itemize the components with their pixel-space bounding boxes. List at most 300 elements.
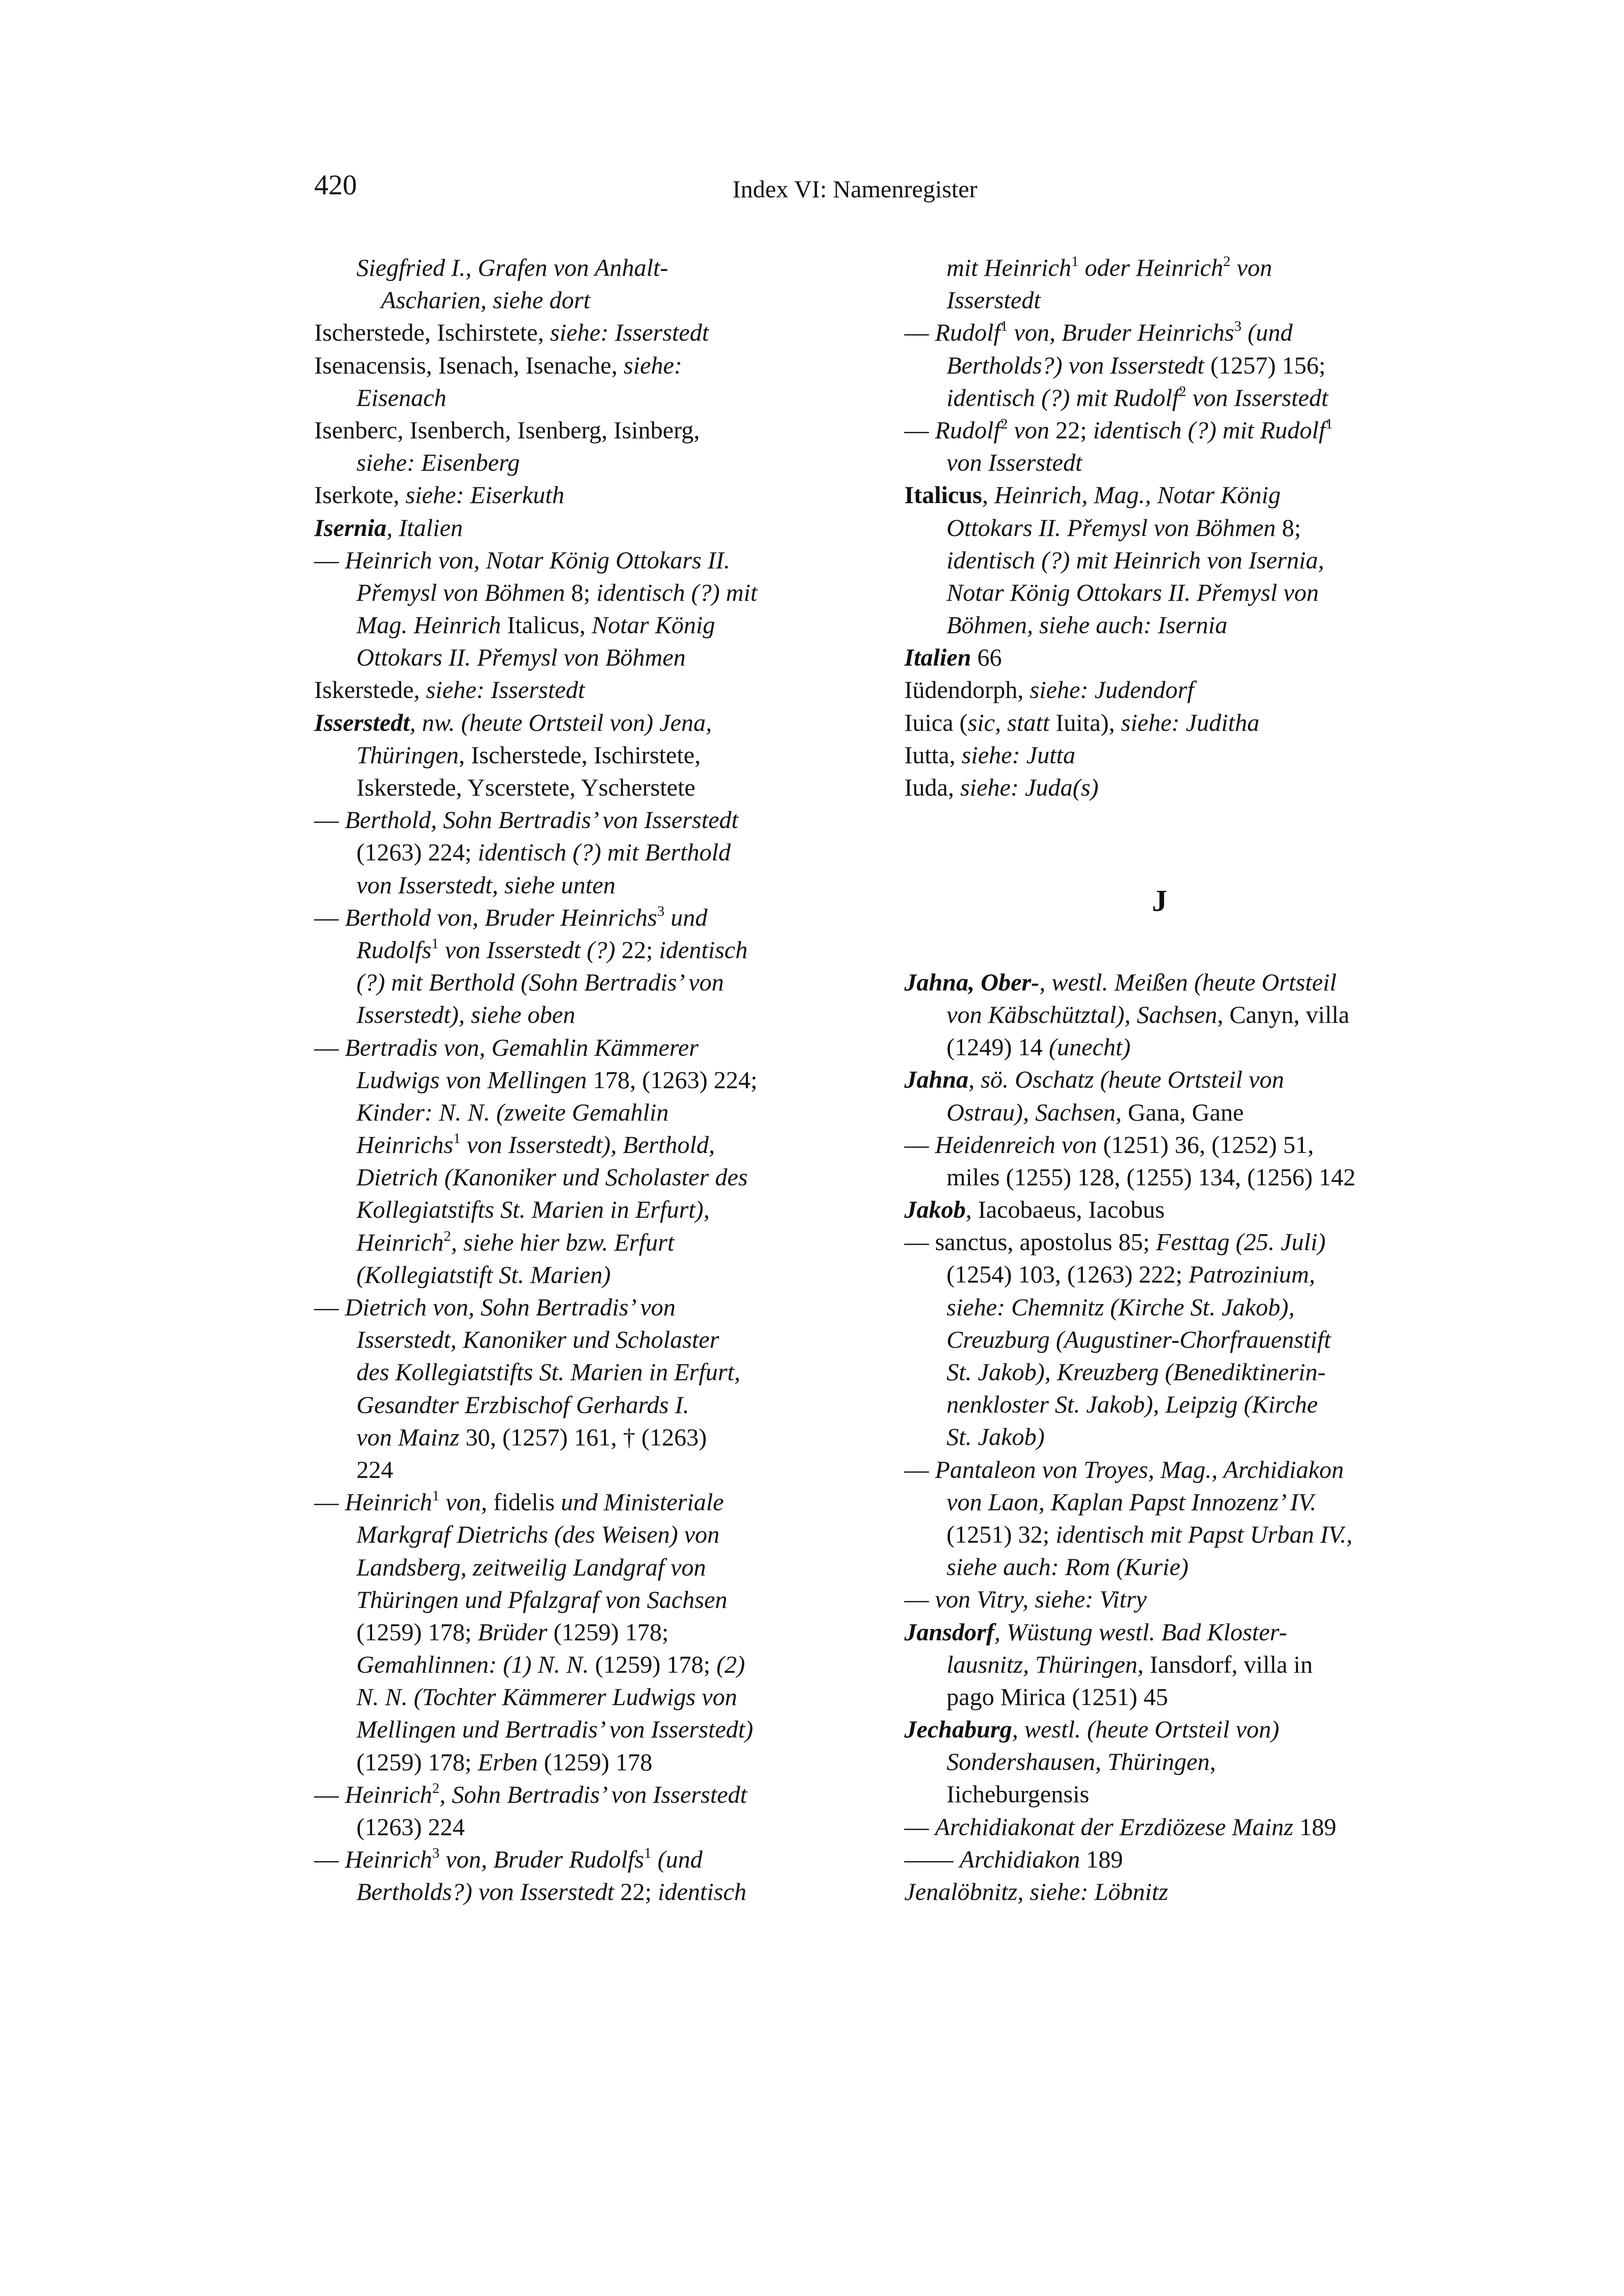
text-segment: , siehe hier bzw. Erfurt <box>451 1228 675 1256</box>
text-segment: 22; <box>621 935 659 963</box>
text-segment: Iskerstede, Yscerstete, Yscherstete <box>356 774 696 801</box>
text-segment: (1254) 103, (1263) 222; <box>947 1260 1189 1288</box>
text-segment: siehe: Chemnitz (Kirche St. Jakob), <box>947 1293 1295 1321</box>
index-line <box>314 1096 835 1128</box>
text-segment: 189 <box>1086 1845 1123 1873</box>
text-segment: St. Jakob) <box>947 1423 1045 1451</box>
index-line <box>314 901 835 934</box>
index-line <box>314 381 835 414</box>
text-segment: siehe auch: Rom (Kurie) <box>947 1553 1189 1581</box>
index-line <box>904 1778 1415 1810</box>
text-segment: Markgraf Dietrichs (des Weisen) von <box>356 1521 720 1548</box>
index-line <box>314 414 835 446</box>
text-segment: Kinder: N. N. (zweite Gemahlin <box>356 1098 669 1126</box>
text-segment: , Iansdorf, villa in <box>1137 1650 1313 1678</box>
text-segment: 2 <box>1000 415 1008 432</box>
text-segment: Gemahlinnen: (1) N. N. <box>356 1651 595 1679</box>
text-segment: (1259) 178 <box>543 1748 652 1776</box>
text-segment: nenkloster St. Jakob), Leipzig (Kirche <box>947 1390 1318 1418</box>
index-line <box>904 1128 1415 1161</box>
text-segment: siehe: Eiserkuth <box>406 481 565 509</box>
index-line <box>314 1258 835 1291</box>
text-segment: Notar König Ottokars II. Přemysl von <box>947 578 1319 606</box>
index-line <box>314 511 835 544</box>
index-line <box>314 251 835 284</box>
text-segment: Siegfried I., Grafen von Anhalt- <box>356 254 669 281</box>
text-segment: — <box>314 1488 345 1516</box>
text-segment: des Kollegiatstifts St. Marien in Erfurt, <box>356 1358 740 1386</box>
index-line <box>314 998 835 1031</box>
text-segment: von Isserstedt (?) <box>438 935 622 963</box>
index-line <box>904 251 1415 284</box>
text-segment: (1263) 224; <box>356 838 478 866</box>
text-segment: Jechaburg <box>904 1715 1012 1743</box>
text-segment: Brüder <box>478 1618 554 1646</box>
text-segment: pago Mirica (1251) 45 <box>947 1682 1168 1710</box>
text-segment: siehe: Juda(s) <box>960 774 1099 801</box>
text-segment: (1263) 224 <box>356 1813 465 1841</box>
text-segment: siehe: Eisenberg <box>356 449 520 477</box>
text-segment: (1257) 156; <box>1210 351 1326 379</box>
text-segment: , sö. Oschatz (heute Ortsteil von <box>968 1066 1284 1094</box>
index-line <box>314 1713 835 1745</box>
index-column-left <box>314 251 835 1908</box>
index-line <box>314 1843 835 1875</box>
index-line <box>314 673 835 706</box>
text-segment: Archidiakon <box>959 1845 1086 1873</box>
text-segment: , westl. Meißen (heute Ortsteil <box>1039 968 1337 996</box>
text-segment: (und <box>651 1845 703 1873</box>
text-segment: Rudolf <box>935 416 1001 444</box>
text-segment: Jahna, Ober- <box>904 968 1040 996</box>
index-line <box>314 869 835 901</box>
text-segment: , Gana, Gane <box>1115 1098 1244 1126</box>
text-segment: Jansdorf <box>904 1618 995 1646</box>
text-segment: von Isserstedt, siehe unten <box>356 871 616 899</box>
text-segment: Bertholds?) von Isserstedt <box>356 1878 621 1906</box>
index-line <box>314 836 835 868</box>
index-line <box>904 739 1415 771</box>
text-segment: 3 <box>657 903 665 919</box>
index-line <box>904 381 1415 414</box>
text-segment: Heinrich von, Notar König Ottokars II. <box>345 546 731 574</box>
text-segment: Ischerstede, Ischirstete, <box>314 319 550 347</box>
text-segment: von Vitry, siehe: Vitry <box>935 1585 1147 1613</box>
index-line <box>904 544 1415 576</box>
index-line <box>314 641 835 673</box>
text-segment: Isenacensis, Isenach, Isenache, <box>314 351 624 379</box>
text-segment: 22; <box>620 1878 658 1906</box>
text-segment: , Heinrich, Mag., Notar König <box>982 481 1281 509</box>
index-line <box>904 1713 1415 1745</box>
text-segment: identisch (?) mit Rudolf <box>947 383 1179 411</box>
text-segment: Heinrich <box>345 1488 433 1516</box>
text-segment: Eisenach <box>356 383 447 411</box>
text-segment: (1259) 178; <box>356 1618 478 1646</box>
text-segment: identisch (?) mit Rudolf <box>1093 416 1326 444</box>
text-segment: Heinrich <box>356 1228 444 1256</box>
line-spacer <box>904 934 1415 966</box>
text-segment: Berthold von, Bruder Heinrichs <box>345 903 657 931</box>
index-line <box>314 446 835 479</box>
text-segment: 8; <box>1282 513 1301 541</box>
text-segment: siehe: Isserstedt <box>426 676 585 704</box>
text-segment: , nw. (heute Ortsteil von) Jena, <box>409 708 712 736</box>
text-segment: von Isserstedt), Berthold, <box>460 1131 715 1159</box>
text-segment: 66 <box>971 643 1002 671</box>
index-line <box>314 966 835 998</box>
text-segment: 2 <box>432 1780 440 1796</box>
index-line <box>314 1128 835 1161</box>
text-segment: Iskerstede, <box>314 676 426 704</box>
index-line <box>314 1811 835 1843</box>
text-segment: , Sohn Bertradis’ von Isserstedt <box>439 1780 747 1808</box>
index-line <box>314 349 835 381</box>
text-segment: — <box>904 319 935 347</box>
text-segment: Italicus <box>904 481 982 509</box>
index-line <box>904 641 1415 673</box>
text-segment: von, Bruder Heinrichs <box>1007 319 1234 347</box>
index-line <box>314 1193 835 1226</box>
text-segment: von Isserstedt <box>1186 383 1328 411</box>
index-line <box>904 1323 1415 1356</box>
text-segment: von Käbschütztal), Sachsen <box>947 1000 1218 1028</box>
text-segment: Iserkote, <box>314 481 406 509</box>
text-segment: Heinrich <box>345 1780 433 1808</box>
index-line <box>904 1583 1415 1615</box>
text-segment: 1 <box>1325 415 1333 432</box>
text-segment: , Ischerstede, Ischirstete, <box>459 741 701 769</box>
index-line <box>904 1356 1415 1388</box>
text-segment: — <box>314 903 345 931</box>
index-line <box>904 1681 1415 1713</box>
index-line <box>904 673 1415 706</box>
text-segment: Heinrichs <box>356 1131 454 1159</box>
text-segment: von, <box>439 1488 493 1516</box>
index-line <box>314 1486 835 1518</box>
text-segment: Isserstedt <box>947 286 1041 314</box>
text-segment: 224 <box>356 1455 393 1483</box>
text-segment: Jahna <box>904 1066 969 1094</box>
text-segment: Italicus <box>507 611 580 639</box>
text-segment: Iuda, <box>904 774 960 801</box>
text-segment: — <box>904 1455 935 1483</box>
text-segment: Isserstedt, Kanoniker und Scholaster <box>356 1326 719 1354</box>
text-segment: siehe: Isserstedt <box>550 319 709 347</box>
text-segment: Thüringen <box>356 741 459 769</box>
text-segment: und Ministeriale <box>561 1488 724 1516</box>
index-line <box>314 1583 835 1616</box>
index-line <box>314 771 835 803</box>
text-segment: Ottokars II. Přemysl von Böhmen <box>947 513 1282 541</box>
line-spacer <box>904 803 1415 836</box>
text-segment: , westl. (heute Ortsteil von) <box>1012 1715 1279 1743</box>
text-segment: (2) <box>716 1651 745 1679</box>
text-segment: — <box>904 1813 935 1841</box>
text-segment: von <box>1007 416 1056 444</box>
text-segment: (1249) 14 <box>947 1033 1049 1061</box>
text-segment: Sondershausen, Thüringen <box>947 1748 1210 1776</box>
text-segment: Isserstedt <box>314 708 410 736</box>
index-line <box>904 1745 1415 1778</box>
text-segment: fidelis <box>493 1488 561 1516</box>
text-segment: Thüringen und Pfalzgraf von Sachsen <box>356 1585 728 1613</box>
index-line <box>314 1875 835 1908</box>
text-segment: — <box>314 1845 345 1873</box>
text-segment: Böhmen, siehe auch: Isernia <box>947 611 1228 639</box>
text-segment: (unecht) <box>1049 1033 1131 1061</box>
text-segment: Iicheburgensis <box>947 1780 1089 1808</box>
text-segment: siehe: <box>623 351 682 379</box>
index-line <box>904 609 1415 641</box>
index-line <box>904 349 1415 381</box>
index-line <box>314 1031 835 1064</box>
line-spacer <box>904 836 1415 868</box>
text-segment: 22; <box>1056 416 1093 444</box>
text-segment: mit Heinrich <box>947 254 1072 281</box>
index-line <box>314 1453 835 1486</box>
text-segment: 1 <box>431 935 439 952</box>
text-segment: miles (1255) 128, (1255) 134, (1256) 142 <box>947 1163 1356 1191</box>
index-line <box>904 1486 1415 1518</box>
text-segment: Iuica ( <box>904 708 968 736</box>
index-line <box>904 1258 1415 1290</box>
text-segment: Přemysl von Böhmen <box>356 578 571 606</box>
text-segment: Dietrich von, Sohn Bertradis’ von <box>345 1293 676 1321</box>
text-segment: Archidiakonat der Erzdiözese Mainz <box>935 1813 1300 1841</box>
index-line <box>904 998 1415 1031</box>
text-segment: (1251) 32; <box>947 1520 1056 1548</box>
index-line <box>314 544 835 576</box>
text-segment: (1259) 178; <box>595 1651 717 1679</box>
text-segment: , Iacobaeus, Iacobus <box>966 1196 1165 1224</box>
text-segment: von Isserstedt <box>947 449 1083 477</box>
text-segment: 1 <box>1000 318 1008 335</box>
text-segment: —— <box>904 1845 960 1873</box>
text-segment: identisch mit Papst Urban IV., <box>1056 1520 1353 1548</box>
index-line <box>314 609 835 641</box>
index-line <box>314 284 835 316</box>
text-segment: 2 <box>1179 383 1187 400</box>
text-segment: 3 <box>1234 318 1242 335</box>
text-segment: — <box>904 1130 935 1158</box>
index-line <box>904 1161 1415 1193</box>
text-segment: (?) mit Berthold (Sohn Bertradis’ von <box>356 968 724 996</box>
index-line <box>314 1161 835 1193</box>
text-segment: Isernia <box>314 513 387 541</box>
index-line <box>904 1453 1415 1486</box>
index-line <box>314 1746 835 1778</box>
index-line <box>314 316 835 348</box>
text-segment: Pantaleon von Troyes, Mag., Archidiakon <box>935 1455 1344 1483</box>
text-segment: Festtag (25. Juli) <box>1156 1228 1326 1256</box>
text-segment: von Mainz <box>356 1423 466 1451</box>
index-line <box>314 1551 835 1583</box>
index-line <box>904 1096 1415 1128</box>
index-line <box>314 1648 835 1681</box>
text-segment: Jakob <box>904 1196 966 1224</box>
text-segment: Iutta, <box>904 741 962 769</box>
text-segment: St. Jakob), Kreuzberg (Benediktinerin- <box>947 1358 1326 1386</box>
index-line <box>904 966 1415 998</box>
text-segment: Ostrau), Sachsen <box>947 1098 1116 1126</box>
index-line <box>904 479 1415 511</box>
index-line <box>314 479 835 511</box>
index-line <box>904 1226 1415 1258</box>
text-segment: 2 <box>1223 253 1231 269</box>
index-column-right <box>904 251 1415 1908</box>
text-segment: — <box>314 1293 345 1321</box>
text-segment: Italien <box>904 643 972 671</box>
text-segment: Rudolf <box>935 319 1001 347</box>
index-line <box>314 1778 835 1811</box>
text-segment: N. N. (Tochter Kämmerer Ludwigs von <box>356 1683 737 1711</box>
text-segment: identisch (?) mit Heinrich von Isernia, <box>947 546 1325 574</box>
text-segment: Gesandter Erzbischof Gerhards I. <box>356 1390 689 1418</box>
index-line <box>314 1291 835 1323</box>
text-segment: Heinrich <box>345 1845 433 1873</box>
text-segment: 8; <box>571 578 596 606</box>
index-line <box>904 1648 1415 1681</box>
text-segment: Iüdendorph, <box>904 676 1030 704</box>
index-line <box>314 1388 835 1421</box>
text-segment: 1 <box>644 1845 651 1862</box>
text-segment: , Wüstung westl. Bad Kloster- <box>994 1618 1287 1646</box>
index-line <box>904 414 1415 446</box>
text-segment: von, Bruder Rudolfs <box>439 1845 644 1873</box>
index-line <box>904 1031 1415 1063</box>
text-segment: 1 <box>453 1130 461 1147</box>
index-line <box>314 1681 835 1713</box>
text-segment: , Notar König <box>579 611 715 639</box>
index-line <box>904 511 1415 544</box>
index-line <box>904 1518 1415 1550</box>
text-segment: (und <box>1241 319 1293 347</box>
text-segment: Dietrich (Kanoniker und Scholaster des <box>356 1163 748 1191</box>
index-line <box>314 1226 835 1258</box>
text-segment: — <box>314 1033 345 1061</box>
section-letter: J <box>1152 884 1167 918</box>
text-segment: (1251) 36, (1252) 51, <box>1103 1130 1314 1158</box>
text-segment: Ottokars II. Přemysl von Böhmen <box>356 643 686 671</box>
text-segment: oder Heinrich <box>1079 254 1223 281</box>
text-segment: von Laon, Kaplan Papst Innozenz’ IV. <box>947 1488 1317 1516</box>
text-segment: , Canyn, villa <box>1217 1000 1350 1028</box>
text-segment: sic, statt <box>968 708 1056 736</box>
index-line <box>904 1550 1415 1583</box>
text-segment: — <box>904 1585 935 1613</box>
index-line <box>314 706 835 739</box>
text-segment: 178, (1263) 224; <box>593 1066 758 1094</box>
index-line <box>904 1843 1415 1875</box>
text-segment: Isenberc, Isenberch, Isenberg, Isinberg, <box>314 416 700 444</box>
index-line <box>314 1616 835 1648</box>
index-line <box>904 284 1415 316</box>
text-segment: Mellingen und Bertradis’ von Isserstedt) <box>356 1715 754 1743</box>
index-line <box>904 1291 1415 1323</box>
index-line <box>314 576 835 609</box>
text-segment: 1 <box>432 1488 440 1504</box>
text-segment: Landsberg, zeitweilig Landgraf von <box>356 1553 706 1581</box>
text-segment: , <box>1210 1748 1216 1776</box>
index-line <box>314 1421 835 1453</box>
text-segment: 1 <box>1071 253 1079 269</box>
text-segment: 30, (1257) 161, † (1263) <box>465 1423 707 1451</box>
text-segment: Bertholds?) von Isserstedt <box>947 351 1211 379</box>
text-segment: (Kollegiatstift St. Marien) <box>356 1260 611 1288</box>
page-number: 420 <box>314 169 357 201</box>
index-line <box>904 576 1415 609</box>
text-segment: 189 <box>1299 1813 1337 1841</box>
text-segment: identisch (?) mit <box>596 578 758 606</box>
index-line <box>904 1811 1415 1843</box>
text-segment: Isserstedt), siehe oben <box>356 1001 575 1029</box>
index-line <box>314 1518 835 1550</box>
text-segment: Bertradis von, Gemahlin Kämmerer <box>345 1033 699 1061</box>
index-line <box>904 1420 1415 1453</box>
running-head: Index VI: Namenregister <box>732 175 977 203</box>
text-segment: — sanctus, apostolus 85; <box>904 1228 1156 1256</box>
text-segment: identisch <box>659 935 748 963</box>
index-line <box>904 1616 1415 1648</box>
text-segment: lausnitz, Thüringen <box>947 1650 1137 1678</box>
text-segment: identisch (?) mit Berthold <box>478 838 731 866</box>
text-segment: Jenalöbnitz, siehe: Löbnitz <box>904 1878 1168 1905</box>
text-segment: — <box>314 1780 345 1808</box>
index-line <box>904 1063 1415 1095</box>
text-segment: von <box>1230 254 1272 281</box>
index-line <box>904 316 1415 348</box>
index-line <box>314 934 835 966</box>
text-segment: 2 <box>443 1228 451 1244</box>
text-segment: Patrozinium, <box>1189 1260 1315 1288</box>
text-segment: Ludwigs von Mellingen <box>356 1066 593 1094</box>
text-segment: siehe: Juditha <box>1121 708 1260 736</box>
index-line <box>314 739 835 771</box>
text-segment: , Italien <box>386 513 463 541</box>
index-line <box>314 1064 835 1096</box>
index-line <box>314 1356 835 1388</box>
text-segment: Iuita), <box>1056 708 1121 736</box>
index-line <box>904 1193 1415 1226</box>
index-line <box>904 1875 1415 1908</box>
text-segment: — <box>314 546 345 574</box>
text-segment: Creuzburg (Augustiner-Chorfrauenstift <box>947 1325 1331 1353</box>
text-segment: (1259) 178; <box>356 1748 478 1776</box>
index-line <box>314 803 835 836</box>
text-segment: und <box>664 903 708 931</box>
index-line <box>904 1388 1415 1420</box>
text-segment: siehe: Jutta <box>961 741 1076 769</box>
text-segment: identisch <box>657 1878 747 1906</box>
index-line <box>904 706 1415 739</box>
text-segment: Berthold, Sohn Bertradis’ von Isserstedt <box>345 806 738 834</box>
text-segment: Erben <box>478 1748 544 1776</box>
text-segment: Ascharien, siehe dort <box>381 286 591 314</box>
text-segment: siehe: Judendorf <box>1029 676 1194 704</box>
text-segment: Kollegiatstifts St. Marien in Erfurt), <box>356 1196 710 1224</box>
index-line <box>904 771 1415 803</box>
text-segment: 3 <box>432 1845 440 1862</box>
text-segment: (1259) 178; <box>553 1618 669 1646</box>
text-segment: — <box>314 806 345 834</box>
index-line <box>314 1323 835 1356</box>
text-segment: Rudolfs <box>356 935 432 963</box>
text-segment: Mag. Heinrich <box>356 611 507 639</box>
text-segment: — <box>904 416 935 444</box>
index-line <box>904 446 1415 479</box>
text-segment: Heidenreich von <box>935 1130 1103 1158</box>
